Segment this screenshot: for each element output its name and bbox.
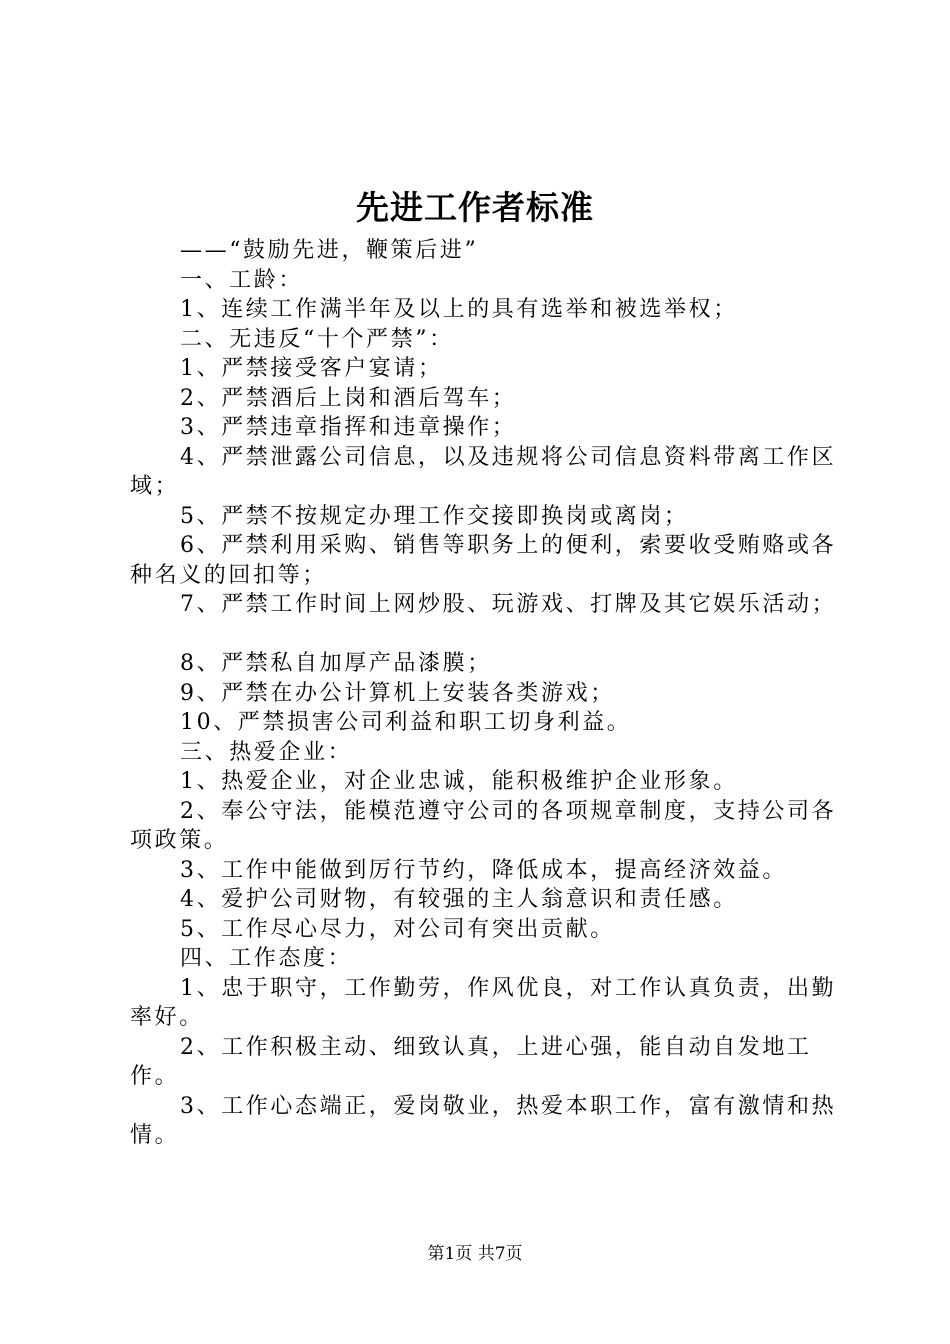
subtitle-slogan: ——“鼓励先进，鞭策后进” [180, 238, 479, 263]
list-item: 7、严禁工作时间上网炒股、玩游戏、打牌及其它娱乐活动； [180, 592, 837, 617]
document-title: 先进工作者标准 [356, 188, 594, 227]
list-item: 5、工作尽心尽力，对公司有突出贡献。 [180, 916, 615, 942]
list-item: 1、连续工作满半年及以上的具有选举和被选举权； [180, 297, 738, 322]
list-item: 1、忠于职守，工作勤劳，作风优良，对工作认真负责，出勤率好。 [130, 975, 837, 1030]
list-item: 6、严禁利用采购、销售等职务上的便利，索要收受贿赂或各种名义的回扣等； [130, 533, 837, 588]
blank-line [130, 620, 850, 650]
list-item: 5、严禁不按规定办理工作交接即换岗或离岗； [180, 503, 689, 529]
section-heading-prohibitions: 二、无违反“十个严禁”： [180, 326, 454, 352]
section-heading-love-enterprise: 三、热爱企业： [180, 739, 353, 765]
list-item: 4、爱护公司财物，有较强的主人翁意识和责任感。 [180, 887, 738, 912]
list-item: 2、奉公守法，能模范遵守公司的各项规章制度，支持公司各项政策。 [130, 798, 837, 853]
list-item: 2、工作积极主动、细致认真，上进心强，能自动自发地工作。 [130, 1034, 812, 1089]
list-item: 9、严禁在办公计算机上安装各类游戏； [180, 680, 615, 706]
list-item: 2、严禁酒后上岗和酒后驾车； [180, 385, 517, 411]
list-item: 1、热爱企业，对企业忠诚，能积极维护企业形象。 [180, 769, 738, 794]
list-item: 3、工作中能做到厉行节约，降低成本，提高经济效益。 [180, 857, 787, 883]
page-number-footer: 第1页 共7页 [427, 1244, 523, 1264]
list-item: 4、严禁泄露公司信息，以及违规将公司信息资料带离工作区域； [130, 444, 837, 499]
list-item: 8、严禁私自加厚产品漆膜； [180, 651, 492, 676]
list-item: 3、严禁违章指挥和违章操作； [180, 415, 517, 440]
section-heading-seniority: 一、工龄： [180, 267, 304, 293]
list-item: 10、严禁损害公司利益和职工切身利益。 [180, 710, 632, 735]
section-heading-work-attitude: 四、工作态度： [180, 946, 353, 971]
list-item: 3、工作心态端正，爱岗敬业，热爱本职工作，富有激情和热情。 [130, 1093, 837, 1148]
list-item: 1、严禁接受客户宴请； [180, 356, 443, 381]
document-body [130, 236, 850, 1151]
